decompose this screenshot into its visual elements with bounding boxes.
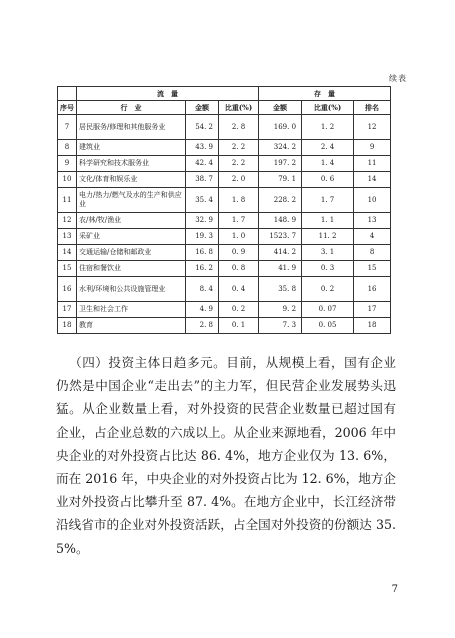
cell-stock-amount: 35. 8 bbox=[259, 277, 302, 302]
header-blank bbox=[58, 87, 77, 101]
cell-flow-share: 0. 8 bbox=[219, 261, 259, 277]
cell-flow-share: 2. 2 bbox=[219, 140, 259, 156]
cell-industry: 电力/热力/燃气及水的生产和供应业 bbox=[77, 188, 186, 213]
cell-seq: 9 bbox=[58, 156, 77, 172]
cell-stock-amount: 324. 2 bbox=[259, 140, 302, 156]
cell-flow-share: 0. 4 bbox=[219, 277, 259, 302]
table-row bbox=[58, 172, 391, 188]
cell-flow-share: 1. 8 bbox=[219, 188, 259, 213]
cell-rank: 16 bbox=[354, 277, 391, 302]
cell-flow-amount: 2. 8 bbox=[186, 318, 219, 334]
cell-flow-amount: 19. 3 bbox=[186, 229, 219, 245]
cell-rank: 11 bbox=[354, 156, 391, 172]
group-stock-header: 存 量 bbox=[259, 87, 391, 101]
paragraph-body: 目前，从规模上看，国有企业仍然是中国企业“走出去”的主力军，但民营企业发展势头迅猛。从企业数量上看，对外投资的民营企业数量已超过国有企业，占企业总数的六成以上。从企业来源地看，2006 年中央企业的对外投资占比达 86. 4%，地方企业仅为 13. 6%，而在 2016 年，中央企业的对外投资占比为 12. 6%，地方企业对外投资占比攀升至 87. 4%。在地方企业中，长江经济带沿线省市的企业对外投资活跃，占全国对外投资的份额达 35. 5%。 bbox=[56, 355, 397, 556]
table-row bbox=[58, 318, 391, 334]
cell-industry: 卫生和社会工作 bbox=[77, 302, 186, 318]
col-stock-amount-header: 金额 bbox=[259, 101, 302, 115]
cell-stock-share: 3. 1 bbox=[302, 245, 354, 261]
cell-stock-share: 1. 1 bbox=[302, 213, 354, 229]
table-row bbox=[58, 140, 391, 156]
cell-flow-amount: 4. 9 bbox=[186, 302, 219, 318]
body-paragraph bbox=[56, 351, 396, 560]
group-flow-header: 流 量 bbox=[77, 87, 259, 101]
cell-seq: 17 bbox=[58, 302, 77, 318]
cell-rank: 4 bbox=[354, 229, 391, 245]
cell-seq: 13 bbox=[58, 229, 77, 245]
table-row bbox=[58, 115, 391, 140]
cell-rank: 15 bbox=[354, 261, 391, 277]
cell-flow-amount: 43. 9 bbox=[186, 140, 219, 156]
cell-industry: 农/林/牧/渔业 bbox=[77, 213, 186, 229]
cell-flow-share: 1. 7 bbox=[219, 213, 259, 229]
cell-seq: 16 bbox=[58, 277, 77, 302]
col-industry-header: 行 业 bbox=[77, 101, 186, 115]
cell-seq: 7 bbox=[58, 115, 77, 140]
cell-industry: 住宿和餐饮业 bbox=[77, 261, 186, 277]
col-stock-share-header: 比重(%) bbox=[302, 101, 354, 115]
cell-stock-share: 0. 05 bbox=[302, 318, 354, 334]
cell-industry: 教育 bbox=[77, 318, 186, 334]
col-rank-header: 排名 bbox=[354, 101, 391, 115]
col-flow-amount-header: 金额 bbox=[186, 101, 219, 115]
cell-stock-share: 0. 3 bbox=[302, 261, 354, 277]
table-row bbox=[58, 156, 391, 172]
cell-stock-share: 1. 7 bbox=[302, 188, 354, 213]
cell-stock-amount: 1523. 7 bbox=[259, 229, 302, 245]
cell-stock-amount: 41. 9 bbox=[259, 261, 302, 277]
cell-stock-share: 1. 4 bbox=[302, 156, 354, 172]
col-flow-share-header: 比重(%) bbox=[219, 101, 259, 115]
cell-industry: 文化/体育和娱乐业 bbox=[77, 172, 186, 188]
table-row bbox=[58, 277, 391, 302]
cell-stock-amount: 228. 2 bbox=[259, 188, 302, 213]
continued-label: 续表 bbox=[389, 74, 407, 83]
cell-rank: 12 bbox=[354, 115, 391, 140]
cell-flow-amount: 8. 4 bbox=[186, 277, 219, 302]
cell-stock-amount: 79. 1 bbox=[259, 172, 302, 188]
cell-industry: 水利/环境和公共设施管理业 bbox=[77, 277, 186, 302]
cell-flow-amount: 16. 8 bbox=[186, 245, 219, 261]
cell-flow-share: 0. 9 bbox=[219, 245, 259, 261]
cell-rank: 8 bbox=[354, 245, 391, 261]
cell-flow-share: 0. 2 bbox=[219, 302, 259, 318]
cell-flow-amount: 38. 7 bbox=[186, 172, 219, 188]
table-row bbox=[58, 261, 391, 277]
cell-stock-amount: 9. 2 bbox=[259, 302, 302, 318]
cell-rank: 10 bbox=[354, 188, 391, 213]
cell-stock-share: 11. 2 bbox=[302, 229, 354, 245]
cell-rank: 17 bbox=[354, 302, 391, 318]
cell-industry: 科学研究和技术服务业 bbox=[77, 156, 186, 172]
cell-seq: 11 bbox=[58, 188, 77, 213]
table-row bbox=[58, 213, 391, 229]
cell-rank: 9 bbox=[354, 140, 391, 156]
cell-seq: 8 bbox=[58, 140, 77, 156]
cell-industry: 居民服务/修理和其他服务业 bbox=[77, 115, 186, 140]
cell-flow-amount: 42. 4 bbox=[186, 156, 219, 172]
cell-rank: 13 bbox=[354, 213, 391, 229]
cell-industry: 交通运输/仓储和邮政业 bbox=[77, 245, 186, 261]
cell-flow-amount: 16. 2 bbox=[186, 261, 219, 277]
table-row bbox=[58, 302, 391, 318]
col-seq-header: 序号 bbox=[58, 101, 77, 115]
cell-industry: 采矿业 bbox=[77, 229, 186, 245]
cell-seq: 15 bbox=[58, 261, 77, 277]
cell-flow-share: 1. 0 bbox=[219, 229, 259, 245]
investment-table bbox=[57, 86, 391, 334]
page-number: 7 bbox=[391, 584, 398, 595]
cell-seq: 10 bbox=[58, 172, 77, 188]
cell-rank: 18 bbox=[354, 318, 391, 334]
cell-flow-share: 2. 8 bbox=[219, 115, 259, 140]
table-row bbox=[58, 188, 391, 213]
cell-flow-amount: 54. 2 bbox=[186, 115, 219, 140]
cell-stock-share: 0. 2 bbox=[302, 277, 354, 302]
cell-flow-share: 0. 1 bbox=[219, 318, 259, 334]
cell-flow-amount: 35. 4 bbox=[186, 188, 219, 213]
cell-stock-amount: 169. 0 bbox=[259, 115, 302, 140]
cell-seq: 14 bbox=[58, 245, 77, 261]
paragraph-lead: （四）投资主体日趋多元。 bbox=[68, 355, 227, 370]
cell-flow-share: 2. 0 bbox=[219, 172, 259, 188]
table-row bbox=[58, 245, 391, 261]
cell-seq: 12 bbox=[58, 213, 77, 229]
cell-seq: 18 bbox=[58, 318, 77, 334]
cell-stock-amount: 197. 2 bbox=[259, 156, 302, 172]
cell-stock-amount: 7. 3 bbox=[259, 318, 302, 334]
cell-industry: 建筑业 bbox=[77, 140, 186, 156]
cell-stock-share: 0. 07 bbox=[302, 302, 354, 318]
cell-flow-share: 2. 2 bbox=[219, 156, 259, 172]
cell-stock-share: 0. 6 bbox=[302, 172, 354, 188]
cell-stock-share: 2. 4 bbox=[302, 140, 354, 156]
cell-stock-share: 1. 2 bbox=[302, 115, 354, 140]
cell-stock-amount: 148. 9 bbox=[259, 213, 302, 229]
cell-stock-amount: 414. 2 bbox=[259, 245, 302, 261]
cell-rank: 14 bbox=[354, 172, 391, 188]
cell-flow-amount: 32. 9 bbox=[186, 213, 219, 229]
table-row bbox=[58, 229, 391, 245]
